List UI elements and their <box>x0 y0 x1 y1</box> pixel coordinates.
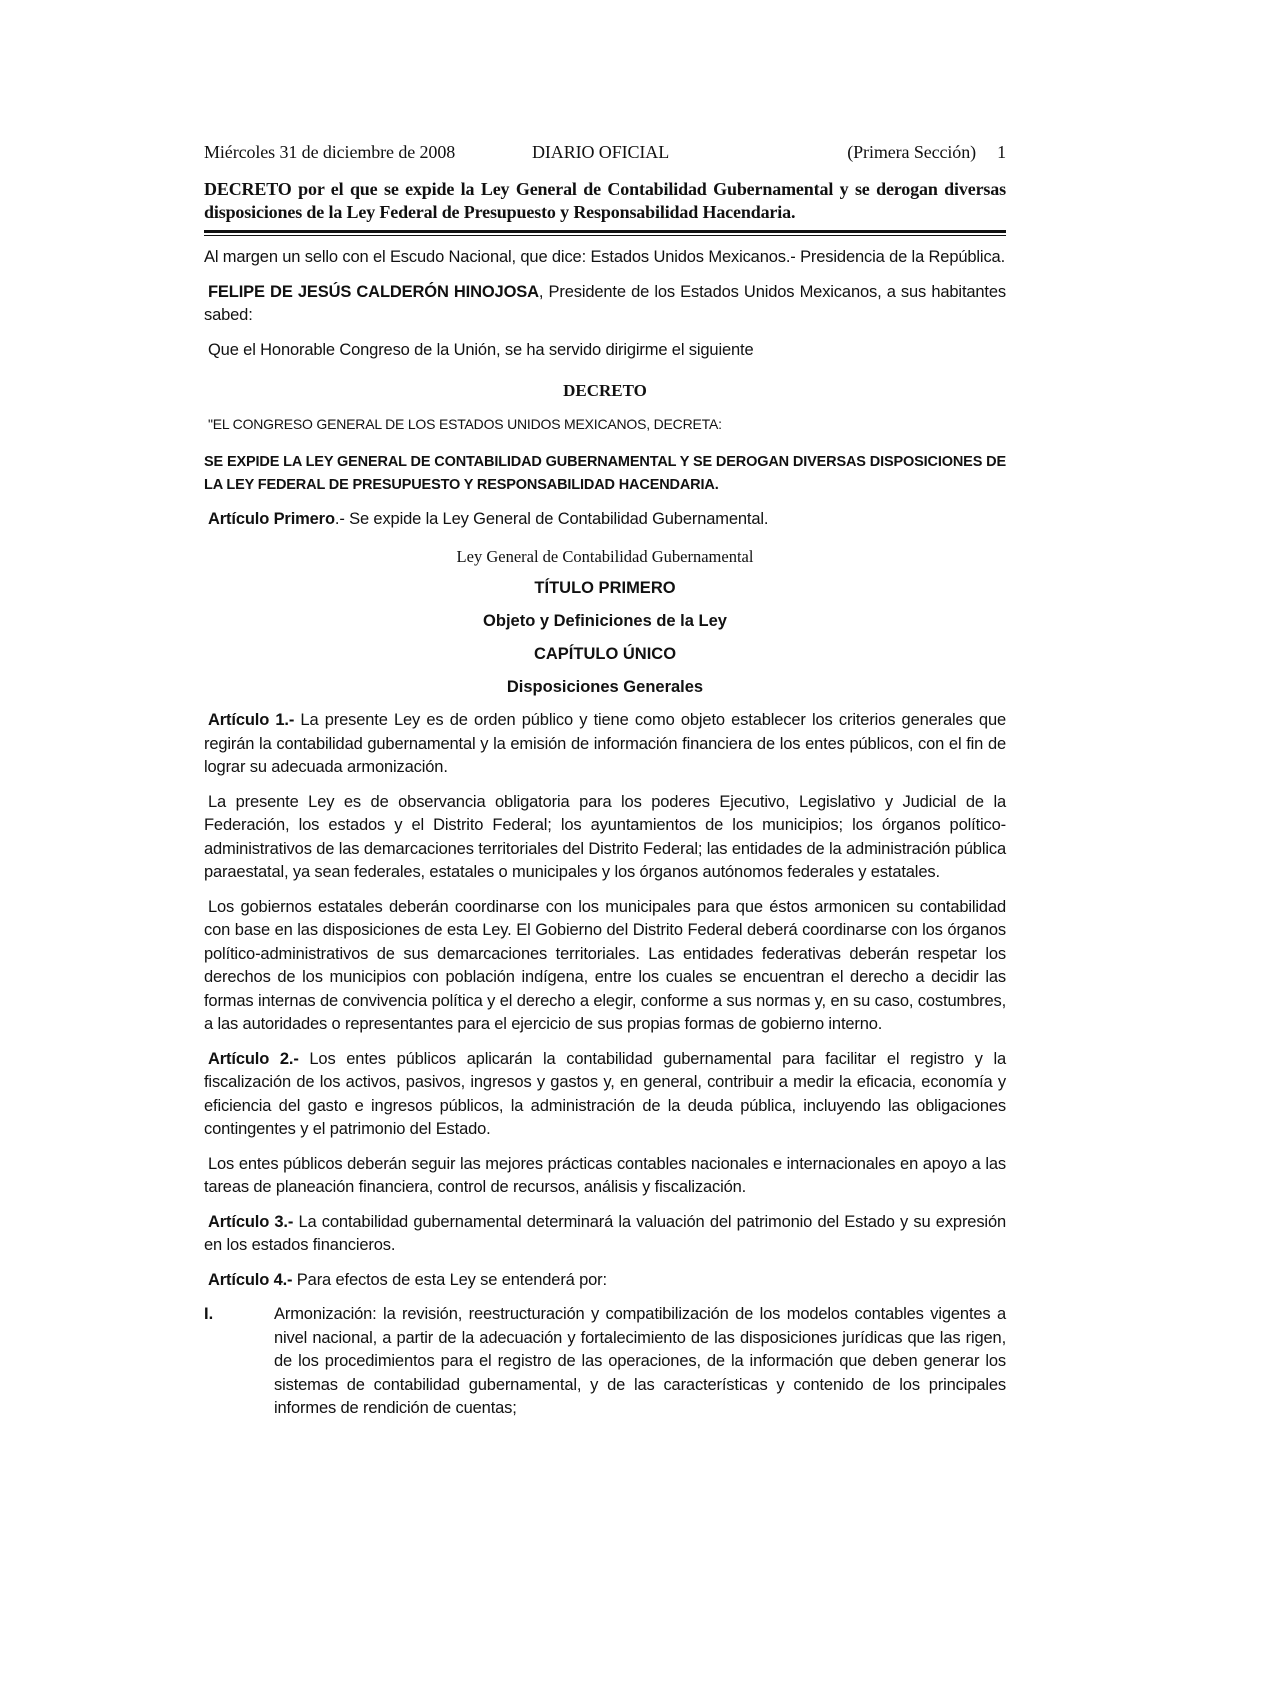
congreso-decreta: "EL CONGRESO GENERAL DE LOS ESTADOS UNIDOS MEXICANOS, DECRETA: <box>208 416 722 432</box>
titulo-heading: TÍTULO PRIMERO <box>534 579 676 597</box>
article-4-paragraph-1 <box>204 1269 1006 1293</box>
article-1-paragraph-1 <box>204 709 1006 780</box>
header-date: Miércoles 31 de diciembre de 2008 <box>204 142 456 162</box>
article-1-paragraph-2: La presente Ley es de observancia obligatoria para los poderes Ejecutivo, Legislativo y Judicial de la Federación, los estados y el Distrito Federal; los ayuntamientos de los municipios; los órganos político-administrativos de las demarcaciones territoriales del Distrito Federal; las entidades de la administración pública paraestatal, ya sean federales, estatales o municipales y los órganos autónomos federales y estatales. <box>204 792 1006 881</box>
decree-heading: DECRETO <box>563 381 647 400</box>
capitulo-subtitle: Disposiciones Generales <box>506 678 704 696</box>
law-title: Ley General de Contabilidad Gubernamental <box>456 547 754 566</box>
header-publication: DIARIO OFICIAL <box>532 142 670 162</box>
article-3-text: La contabilidad gubernamental determinará la valuación del patrimonio del Estado y su expresión en los estados financieros. <box>204 1212 1006 1254</box>
seal-paragraph: Al margen un sello con el Escudo Nacional, que dice: Estados Unidos Mexicanos.- Presidencia de la República. <box>204 248 1006 266</box>
article-2-paragraph-2: Los entes públicos deberán seguir las mejores prácticas contables nacionales e internacionales en apoyo a las tareas de planeación financiera, control de recursos, análisis y fiscalización. <box>204 1154 1006 1196</box>
president-text: , Presidente de los Estados Unidos Mexicanos, a sus habitantes sabed: <box>204 282 1006 324</box>
titulo-subtitle: Objeto y Definiciones de la Ley <box>483 612 727 630</box>
article-3-paragraph-1 <box>204 1211 1006 1258</box>
articulo-primero-label: Artículo Primero <box>208 509 335 528</box>
decree-title: DECRETO por el que se expide la Ley General de Contabilidad Gubernamental y se derogan diversas disposiciones de la Ley Federal de Presupuesto y Responsabilidad Hacendaria. <box>204 178 1006 233</box>
article-4-text: Para efectos de esta Ley se entenderá por: <box>292 1270 607 1289</box>
article-2-text: Los entes públicos aplicarán la contabilidad gubernamental para facilitar el registro y la fiscalización de los activos, pasivos, ingresos y gastos y, en general, contribuir a medir la eficacia, economía y eficiencia del gasto e ingresos públicos, la administración de la deuda pública, incluyendo las obligaciones contingentes y el patrimonio del Estado. <box>204 1049 1007 1138</box>
article-1-text: La presente Ley es de orden público y tiene como objeto establecer los criterios generales que regirán la contabilidad gubernamental y la emisión de información financiera de los entes públicos, con el fin de lograr su adecuada armonización. <box>204 711 1007 776</box>
header-page-number: 1 <box>997 142 1006 162</box>
article-3-label: Artículo 3.- <box>208 1212 294 1231</box>
title-divider <box>204 235 1006 236</box>
article-1-paragraph-3: Los gobiernos estatales deberán coordinarse con los municipales para que éstos armonicen su contabilidad con base en las disposiciones de esta Ley. El Gobierno del Distrito Federal deberá coordinarse con los órganos político-administrativos de sus demarcaciones territoriales. Las entidades federativas deberán respetar los derechos de los municipios con población indígena, entre los cuales se encuentran el derecho a decidir las formas internas de convivencia política y el derecho a elegir, conforme a sus normas y, en su caso, costumbres, a las autoridades o representantes para el ejercicio de sus propias formas de gobierno interno. <box>204 897 1006 1033</box>
capitulo-heading: CAPÍTULO ÚNICO <box>533 645 677 663</box>
articulo-primero <box>204 508 1006 532</box>
congress-paragraph: Que el Honorable Congreso de la Unión, se ha servido dirigirme el siguiente <box>208 340 754 359</box>
header-section: (Primera Sección) <box>847 142 976 162</box>
list-item-text: Armonización: la revisión, reestructuración y compatibilización de los modelos contables vigentes a nivel nacional, a partir de la adecuación y fortalecimiento de las disposiciones jurídicas que las rigen, de los procedimientos para el registro de las operaciones, de la información que deben generar los sistemas de contabilidad gubernamental, y de las características y contenido de los principales informes de rendición de cuentas; <box>274 1305 1006 1417</box>
list-item <box>204 1303 1006 1421</box>
article-2-paragraph-1 <box>204 1048 1006 1142</box>
president-name: FELIPE DE JESÚS CALDERÓN HINOJOSA <box>208 282 539 301</box>
list-item-number: I. <box>204 1305 214 1323</box>
articulo-primero-text: .- Se expide la Ley General de Contabilidad Gubernamental. <box>334 509 769 528</box>
caps-statement: SE EXPIDE LA LEY GENERAL DE CONTABILIDAD GUBERNAMENTAL Y SE DEROGAN DIVERSAS DISPOSICIONES DE LA LEY FEDERAL DE PRESUPUESTO Y RESPONSABILIDAD HACENDARIA. <box>204 453 1006 493</box>
page-header <box>204 142 1006 178</box>
article-4-label: Artículo 4.- <box>208 1270 293 1289</box>
article-2-label: Artículo 2.- <box>208 1049 299 1068</box>
article-1-label: Artículo 1.- <box>208 711 295 729</box>
page-content <box>204 142 1006 1421</box>
president-paragraph <box>204 281 1006 328</box>
